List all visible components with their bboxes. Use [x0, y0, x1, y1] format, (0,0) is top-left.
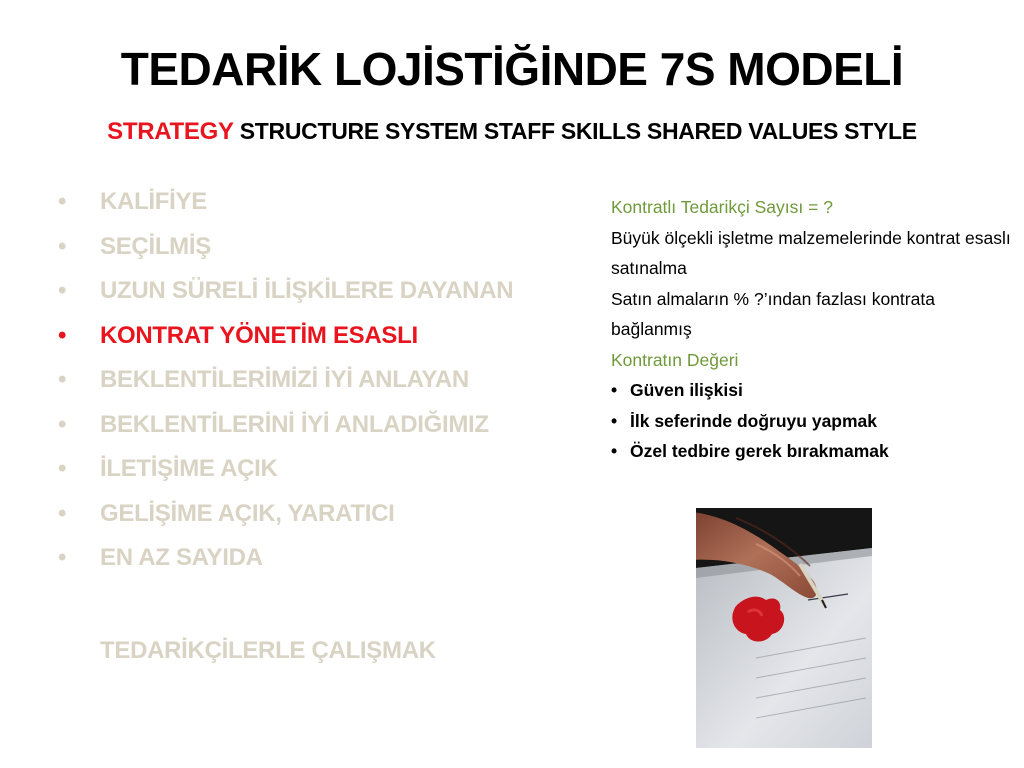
bullet-icon: • — [58, 321, 67, 349]
list-item-text: GELİŞİME AÇIK, YARATICI — [100, 499, 395, 527]
slide-subtitle — [0, 118, 1024, 146]
list-item-text: KONTRAT YÖNETİM ESASLI — [100, 321, 418, 349]
slide-title: TEDARİK LOJİSTİĞİNDE 7S MODELİ — [120, 43, 904, 95]
list-item-text: BEKLENTİLERİNİ İYİ ANLADIĞIMIZ — [100, 410, 489, 438]
list-item-text: İLETİŞİME AÇIK — [100, 455, 278, 482]
contract-purchasing-text: Büyük ölçekli işletme malzemelerinde kontrat esaslı satınalma — [611, 227, 1011, 278]
contract-count-heading: Kontratlı Tedarikçi Sayısı = ? — [611, 197, 833, 217]
list-item — [58, 229, 513, 274]
subtitle-highlight-strategy: STRATEGY — [107, 118, 234, 145]
list-item-text: BEKLENTİLERİMİZİ İYİ ANLAYAN — [100, 366, 469, 393]
list-item-text: UZUN SÜRELİ İLİŞKİLERE DAYANAN — [100, 277, 514, 304]
bullet-icon: • — [611, 441, 618, 461]
list-item — [58, 451, 513, 496]
bullet-icon: • — [58, 410, 67, 438]
list-item: • Özel tedbire gerek bırakmamak — [611, 436, 1011, 467]
contract-value-heading: Kontratın Değeri — [611, 349, 739, 370]
bullet-icon: • — [58, 232, 67, 260]
list-item-text: SEÇİLMİŞ — [100, 232, 211, 260]
bullet-icon: • — [58, 188, 67, 215]
list-item-text: EN AZ SAYIDA — [100, 544, 263, 571]
list-item: • İlk seferinde doğruyu yapmak — [611, 406, 1011, 437]
list-item — [58, 362, 513, 407]
list-item — [58, 496, 513, 541]
contract-share-text: Satın almaların % ?’ından fazlası kontrata bağlanmış — [611, 288, 935, 339]
hand-signing-contract-image — [696, 508, 872, 748]
list-item-text: KALİFİYE — [100, 188, 207, 215]
bullet-icon: • — [58, 544, 67, 571]
bullet-icon: • — [58, 277, 67, 304]
subtitle-rest: STRUCTURE SYSTEM STAFF SKILLS SHARED VALUES STYLE — [239, 118, 917, 144]
bullet-icon: • — [611, 380, 618, 400]
bullet-icon: • — [611, 410, 618, 431]
list-item — [58, 407, 513, 452]
bullet-icon: • — [58, 366, 67, 393]
contract-info-panel — [611, 192, 1011, 467]
list-item — [58, 540, 513, 585]
bullet-icon: • — [58, 499, 67, 527]
list-item-active — [58, 318, 513, 363]
bullet-icon: • — [58, 455, 67, 482]
criteria-list — [58, 184, 513, 585]
list-item — [58, 184, 513, 229]
list-item — [58, 273, 513, 318]
list-item: • Güven ilişkisi — [611, 375, 1011, 406]
list-tail-text: TEDARİKÇİLERLE ÇALIŞMAK — [100, 637, 436, 664]
